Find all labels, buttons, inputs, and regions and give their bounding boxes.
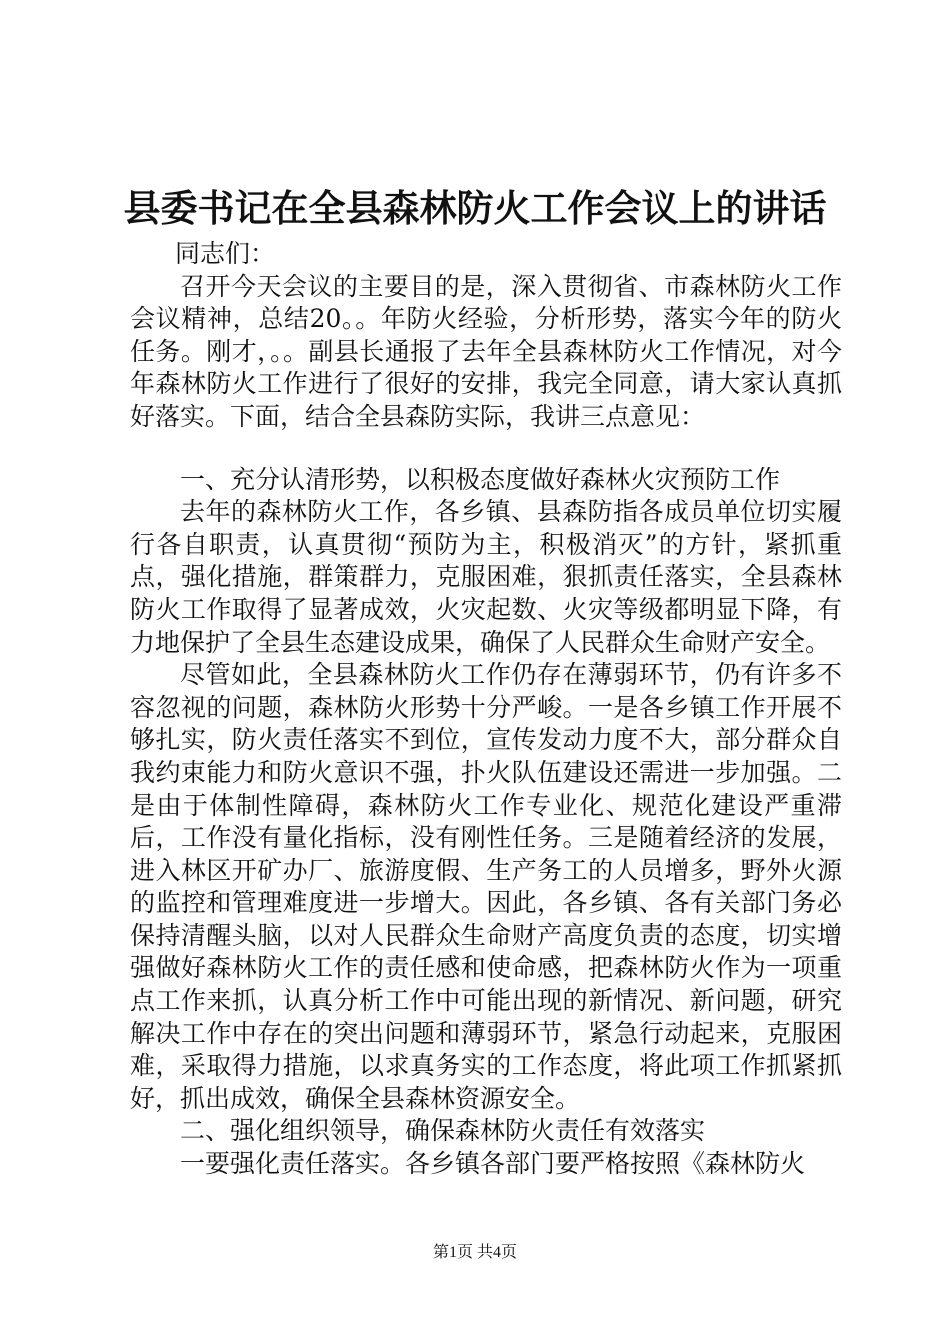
paragraph-last-year: 去年的森林防火工作，各乡镇、县森防指各成员单位切实履行各自职责，认真贯彻“预防为主，积极消灭”的方针，紧抓重点，强化措施，群策群力，克服困难，狠抓责任落实，全县森林防火工作取得了显著成效，火灾起数、火灾等级都明显下降，有力地保护了全县生态建设成果，确保了人民群众生命财产安全。 bbox=[130, 497, 842, 657]
greeting: 同志们： bbox=[175, 239, 276, 268]
paragraph-problems: 尽管如此，全县森林防火工作仍存在薄弱环节，仍有许多不容忽视的问题，森林防火形势十分严峻。一是各乡镇工作开展不够扎实，防火责任落实不到位，宣传发动力度不大，部分群众自我约束能力和防火意识不强，扑火队伍建设还需进一步加强。二是由于体制性障碍，森林防火工作专业化、规范化建设严重滞后，工作没有量化指标，没有刚性任务。三是随着经济的发展，进入林区开矿办厂、旅游度假、生产务工的人员增多，野外火源的监控和管理难度进一步增大。因此，各乡镇、各有关部门务必保持清醒头脑，以对人民群众生命财产高度负责的态度，切实增强做好森林防火工作的责任感和使命感，把森林防火作为一项重点工作来抓，认真分析工作中可能出现的新情况、新问题，研究解决工作中存在的突出问题和薄弱环节，紧急行动起来，克服困难，采取得力措施，以求真务实的工作态度，将此项工作抓紧抓好，抓出成效，确保全县森林资源安全。 bbox=[130, 660, 842, 1113]
document-body bbox=[130, 238, 842, 1181]
document-title: 县委书记在全县森林防火工作会议上的讲话 bbox=[123, 186, 827, 230]
section-heading-1: 一、充分认清形势，以积极态度做好森林火灾预防工作 bbox=[180, 464, 781, 494]
paragraph-responsibility: 一要强化责任落实。各乡镇各部门要严格按照《森林防火 bbox=[180, 1149, 806, 1179]
page-footer: 第1页 共4页 bbox=[432, 1244, 517, 1261]
paragraph-gap bbox=[130, 434, 842, 464]
section-heading-2: 二、强化组织领导，确保森林防火责任有效落实 bbox=[180, 1116, 706, 1146]
paragraph-intro: 召开今天会议的主要目的是，深入贯彻省、市森林防火工作会议精神，总结20。。年防火经验，分析形势，落实今年的防火任务。刚才，。。副县长通报了去年全县森林防火工作情况，对今年森林防火工作进行了很好的安排，我完全同意，请大家认真抓好落实。下面，结合全县森防实际，我讲三点意见： bbox=[130, 271, 842, 431]
